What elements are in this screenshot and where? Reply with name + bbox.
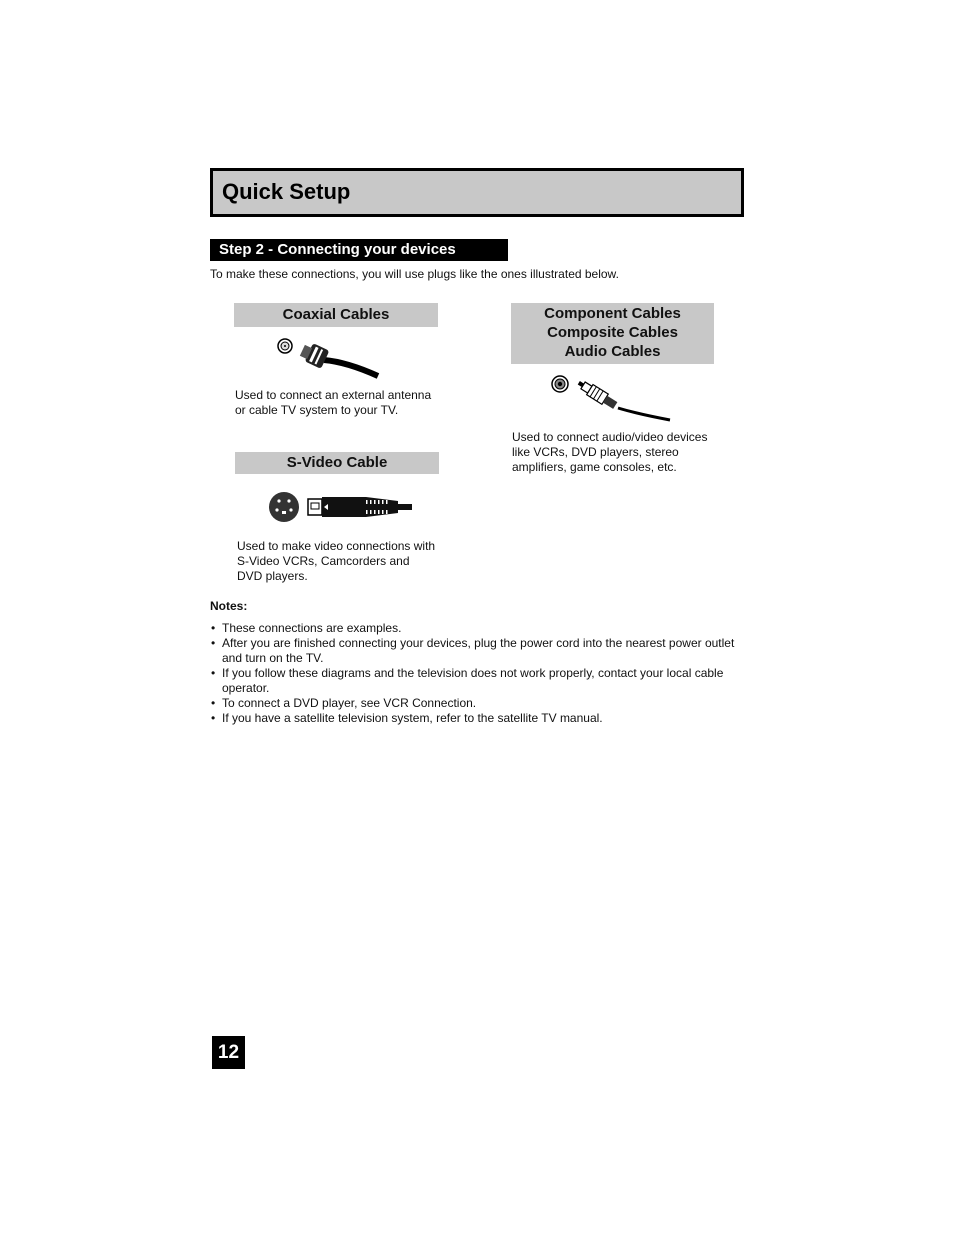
list-item: • If you have a satellite television system, refer to the satellite TV manual.: [210, 711, 740, 726]
page-number: 12: [212, 1036, 245, 1069]
intro-text: To make these connections, you will use plugs like the ones illustrated below.: [210, 267, 619, 281]
svideo-label: S-Video Cable: [235, 452, 439, 474]
coaxial-connector-icon: [272, 336, 384, 380]
audio-label-line: Audio Cables: [564, 343, 661, 360]
notes-heading: Notes:: [210, 599, 248, 613]
page-title: Quick Setup: [222, 179, 351, 204]
composite-label-line: Composite Cables: [547, 324, 678, 341]
svideo-description: Used to make video connections with S-Video VCRs, Camcorders and DVD players.: [237, 539, 436, 583]
list-item: • To connect a DVD player, see VCR Connection.: [210, 696, 740, 711]
svideo-connector-icon: [266, 489, 414, 525]
list-item: • These connections are examples.: [210, 621, 740, 636]
component-label-line: Component Cables: [544, 305, 681, 322]
component-label: [511, 303, 714, 364]
rca-connector-icon: [548, 374, 672, 422]
list-item: • If you follow these diagrams and the television does not work properly, contact your local cable operator.: [210, 666, 740, 696]
step-heading: Step 2 - Connecting your devices: [219, 241, 456, 258]
coaxial-label: Coaxial Cables: [234, 303, 438, 327]
notes-list: [210, 621, 740, 726]
list-item: • After you are finished connecting your devices, plug the power cord into the nearest power outlet and turn on the TV.: [210, 636, 740, 666]
coaxial-description: Used to connect an external antenna or cable TV system to your TV.: [235, 388, 432, 417]
component-description: Used to connect audio/video devices like VCRs, DVD players, stereo amplifiers, game consoles, etc.: [512, 430, 708, 474]
